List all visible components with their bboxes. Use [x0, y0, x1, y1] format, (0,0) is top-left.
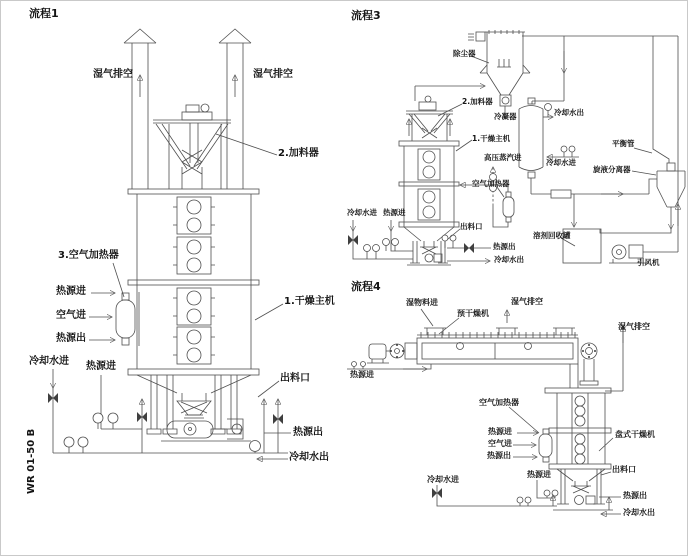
p3-label-main-dryer: 1.干燥主机	[472, 134, 511, 143]
p1-label-air-in: 空气进	[56, 310, 86, 321]
p3-label-cooling-water-out-top: 冷却水出	[554, 108, 584, 117]
p1-title: 流程1	[29, 7, 59, 20]
p4-title: 流程4	[351, 280, 381, 293]
p3-label-condenser: 冷凝器	[494, 112, 517, 121]
p1-diagram	[48, 29, 291, 459]
p3-dryer-body	[399, 141, 459, 265]
diagram-line-art	[1, 1, 688, 556]
p1-label-feeder: 2.加料器	[278, 148, 319, 159]
p4-label-heat-source-in-left: 热源进	[350, 370, 374, 379]
p3-label-cooling-water-in: 冷却水进	[347, 208, 377, 217]
p3-label-air-heater: 空气加热器	[472, 179, 510, 188]
p4-label-disc-dryer: 盘式干燥机	[615, 430, 655, 439]
p3-label-solvent-recovery-tank: 溶剂回收罐	[533, 231, 571, 240]
p1-label-cooling-water-in: 冷却水进	[29, 356, 69, 367]
p3-title: 流程3	[351, 9, 381, 22]
p1-label-main-dryer: 1.干燥主机	[284, 296, 335, 307]
p3-cyclone-separator	[600, 36, 685, 233]
p3-label-hp-steam-in: 高压蒸汽进	[484, 153, 522, 162]
p4-diagram	[347, 309, 623, 514]
p3-steam-line	[490, 167, 509, 227]
p4-air-heater	[509, 407, 552, 462]
p1-stack-right-vent	[219, 29, 251, 189]
p3-label-cyclone-separator: 旋液分离器	[593, 165, 631, 174]
p4-end-bearing	[580, 343, 598, 385]
p1-label-wet-exhaust-left: 湿气排空	[93, 69, 133, 80]
p4-label-heat-source-out-a: 热源出	[487, 451, 511, 460]
p4-drive-motor	[367, 343, 417, 363]
p1-support-legs	[147, 375, 241, 434]
p3-label-cooling-water-out: 冷却水出	[494, 255, 524, 264]
p4-label-pre-dryer: 预干燥机	[457, 309, 489, 318]
p1-label-heat-source-in-b: 热源进	[86, 361, 116, 372]
p1-label-wet-exhaust-right: 湿气排空	[253, 69, 293, 80]
p3-feeder-assembly	[406, 96, 453, 141]
p1-label-discharge-port: 出料口	[280, 373, 310, 384]
p3-label-dust-collector: 除尘器	[453, 49, 476, 58]
p1-air-heater	[116, 292, 139, 346]
p1-label-heat-source-out-a: 热源出	[56, 333, 86, 344]
p3-induced-draft-fan	[609, 36, 678, 263]
p4-label-heat-source-in-b: 热源进	[527, 470, 551, 479]
p3-label-heat-source-out: 热源出	[493, 242, 516, 251]
p1-dryer-body	[128, 189, 259, 393]
p4-label-wet-exhaust-right: 湿气排空	[618, 322, 650, 331]
p3-label-cooling-water-in-condenser: 冷却水进	[546, 158, 576, 167]
p1-feeder-assembly	[153, 104, 231, 189]
p1-label-air-heater: 3.空气加热器	[58, 250, 119, 261]
p3-condenser	[519, 36, 678, 227]
p4-label-cooling-water-out: 冷却水出	[623, 508, 655, 517]
p4-label-cooling-water-in: 冷却水进	[427, 475, 459, 484]
p1-model-code: WR 01-50 B	[26, 428, 37, 494]
p4-label-heat-source-in-a: 热源进	[488, 427, 512, 436]
p4-label-air-in: 空气进	[488, 439, 512, 448]
p1-label-heat-source-out-b: 热源出	[293, 427, 323, 438]
p4-label-heat-source-out-b: 热源出	[623, 491, 647, 500]
p3-air-heater	[460, 185, 514, 222]
p3-label-discharge-port: 出料口	[460, 222, 483, 231]
p3-label-induced-draft-fan: 引风机	[637, 258, 660, 267]
p3-label-balance-pipe: 平衡管	[612, 139, 635, 148]
p3-label-heat-source-in: 热源进	[383, 208, 406, 217]
p4-pre-dryer	[417, 328, 578, 364]
p4-label-air-heater: 空气加热器	[479, 398, 519, 407]
p3-label-feeder: 2.加料器	[462, 97, 493, 106]
p1-label-heat-source-in-a: 热源进	[56, 286, 86, 297]
p4-label-wet-material-in: 湿物料进	[406, 298, 438, 307]
p4-label-wet-exhaust-top: 湿气排空	[511, 297, 543, 306]
p4-label-discharge-port: 出料口	[612, 465, 636, 474]
p1-stack-left-vent	[124, 29, 156, 189]
p1-label-cooling-water-out: 冷却水出	[289, 452, 329, 463]
